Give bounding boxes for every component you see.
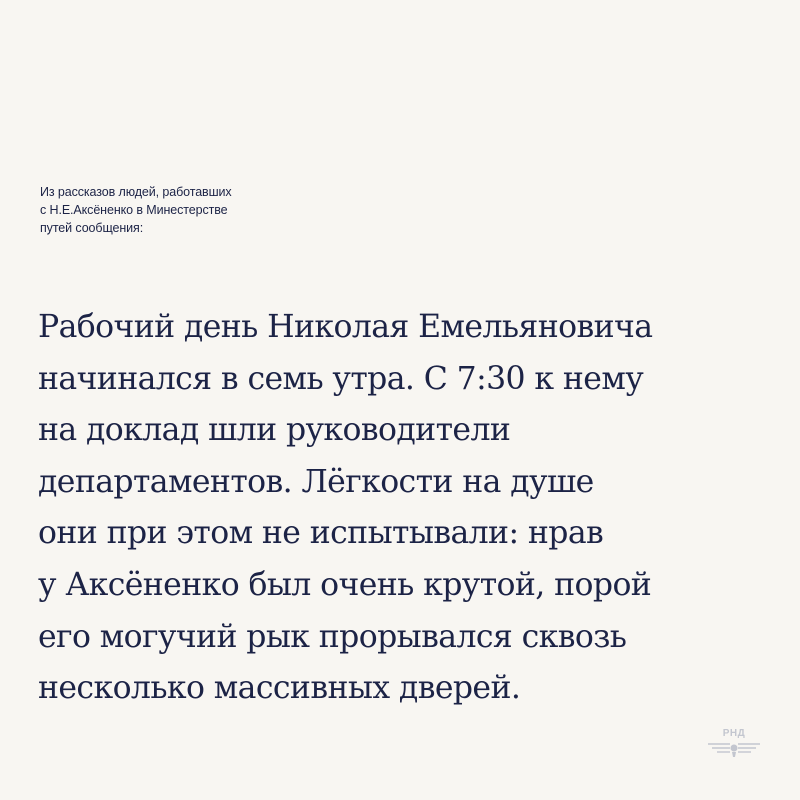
- quote-line: департаментов. Лёгкости на душе: [38, 463, 594, 500]
- intro-line: с Н.Е.Аксёненко в Минестерстве: [40, 203, 228, 217]
- quote-line: несколько массивных дверей.: [38, 670, 521, 707]
- quote-line: они при этом не испытывали: нрав: [38, 515, 604, 552]
- quote-line: на доклад шли руководители: [38, 412, 511, 449]
- intro-line: путей сообщения:: [40, 221, 144, 235]
- quote-line: его могучий рык прорывался сквозь: [38, 618, 627, 655]
- intro-line: Из рассказов людей, работавших: [40, 185, 232, 199]
- intro-caption: [40, 183, 340, 237]
- quote-line: Рабочий день Николая Емельяновича: [38, 309, 653, 345]
- quote-text: [38, 302, 778, 715]
- quote-line: начинался в семь утра. С 7:30 к нему: [38, 360, 644, 397]
- winged-wheel-icon: [706, 740, 762, 758]
- logo-text: РНД: [722, 728, 746, 739]
- rnd-logo: [706, 729, 762, 759]
- quote-line: у Аксёненко был очень крутой, порой: [38, 566, 652, 603]
